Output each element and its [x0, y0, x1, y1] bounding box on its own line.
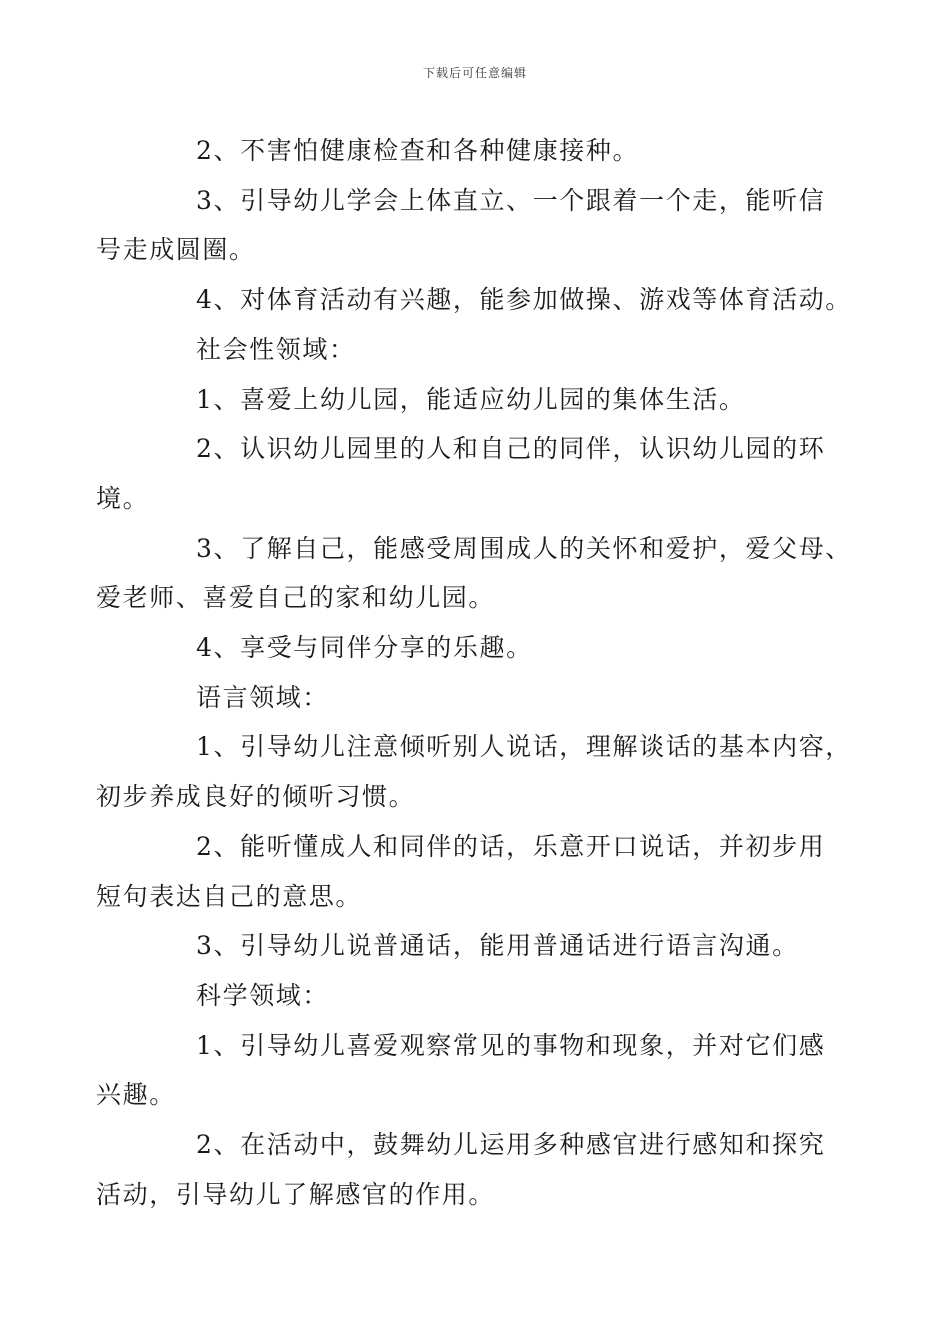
paragraph	[146, 375, 826, 425]
paragraph-line: 2、认识幼儿园里的人和自己的同伴，认识幼儿园的环	[196, 434, 826, 464]
paragraph-line: 号走成圆圈。	[96, 235, 256, 265]
paragraph-line: 活动，引导幼儿了解感官的作用。	[96, 1179, 496, 1209]
section-heading	[146, 971, 826, 1021]
paragraph	[146, 623, 826, 673]
section-heading	[146, 673, 826, 723]
paragraph-line: 社会性领域：	[196, 334, 356, 364]
paragraph-line: 1、喜爱上幼儿园，能适应幼儿园的集体生活。	[196, 384, 746, 414]
paragraph-line: 爱老师、喜爱自己的家和幼儿园。	[96, 583, 496, 613]
paragraph	[96, 722, 852, 821]
paragraph-line: 初步养成良好的倾听习惯。	[96, 782, 416, 812]
paragraph	[96, 176, 826, 275]
paragraph-line: 2、能听懂成人和同伴的话，乐意开口说话，并初步用	[196, 831, 826, 861]
paragraph-line: 1、引导幼儿注意倾听别人说话，理解谈话的基本内容，	[196, 732, 852, 762]
paragraph-line: 短句表达自己的意思。	[96, 881, 363, 911]
paragraph	[96, 424, 826, 523]
paragraph-line: 2、在活动中，鼓舞幼儿运用多种感官进行感知和探究	[196, 1130, 826, 1160]
paragraph-line: 4、享受与同伴分享的乐趣。	[196, 633, 533, 663]
paragraph	[96, 1021, 826, 1120]
paragraph	[146, 126, 826, 176]
paragraph-line: 4、对体育活动有兴趣，能参加做操、游戏等体育活动。	[196, 285, 852, 315]
paragraph-line: 境。	[96, 483, 150, 513]
section-heading	[146, 325, 826, 375]
paragraph-line: 2、不害怕健康检查和各种健康接种。	[196, 136, 640, 165]
document-body	[96, 126, 852, 1219]
paragraph	[96, 1120, 826, 1219]
paragraph	[146, 921, 826, 971]
paragraph	[96, 524, 852, 623]
paragraph-line: 3、了解自己，能感受周围成人的关怀和爱护，爱父母、	[196, 533, 852, 563]
header-note: 下载后可任意编辑	[422, 66, 527, 80]
paragraph	[146, 275, 852, 325]
paragraph-line: 1、引导幼儿喜爱观察常见的事物和现象，并对它们感	[196, 1030, 826, 1060]
paragraph-line: 科学领域：	[196, 980, 330, 1010]
paragraph-line: 3、引导幼儿学会上体直立、一个跟着一个走，能听信	[196, 185, 826, 215]
paragraph-line: 3、引导幼儿说普通话，能用普通话进行语言沟通。	[196, 931, 799, 961]
paragraph	[96, 822, 826, 921]
paragraph-line: 语言领域：	[196, 682, 330, 712]
paragraph-line: 兴趣。	[96, 1080, 176, 1110]
